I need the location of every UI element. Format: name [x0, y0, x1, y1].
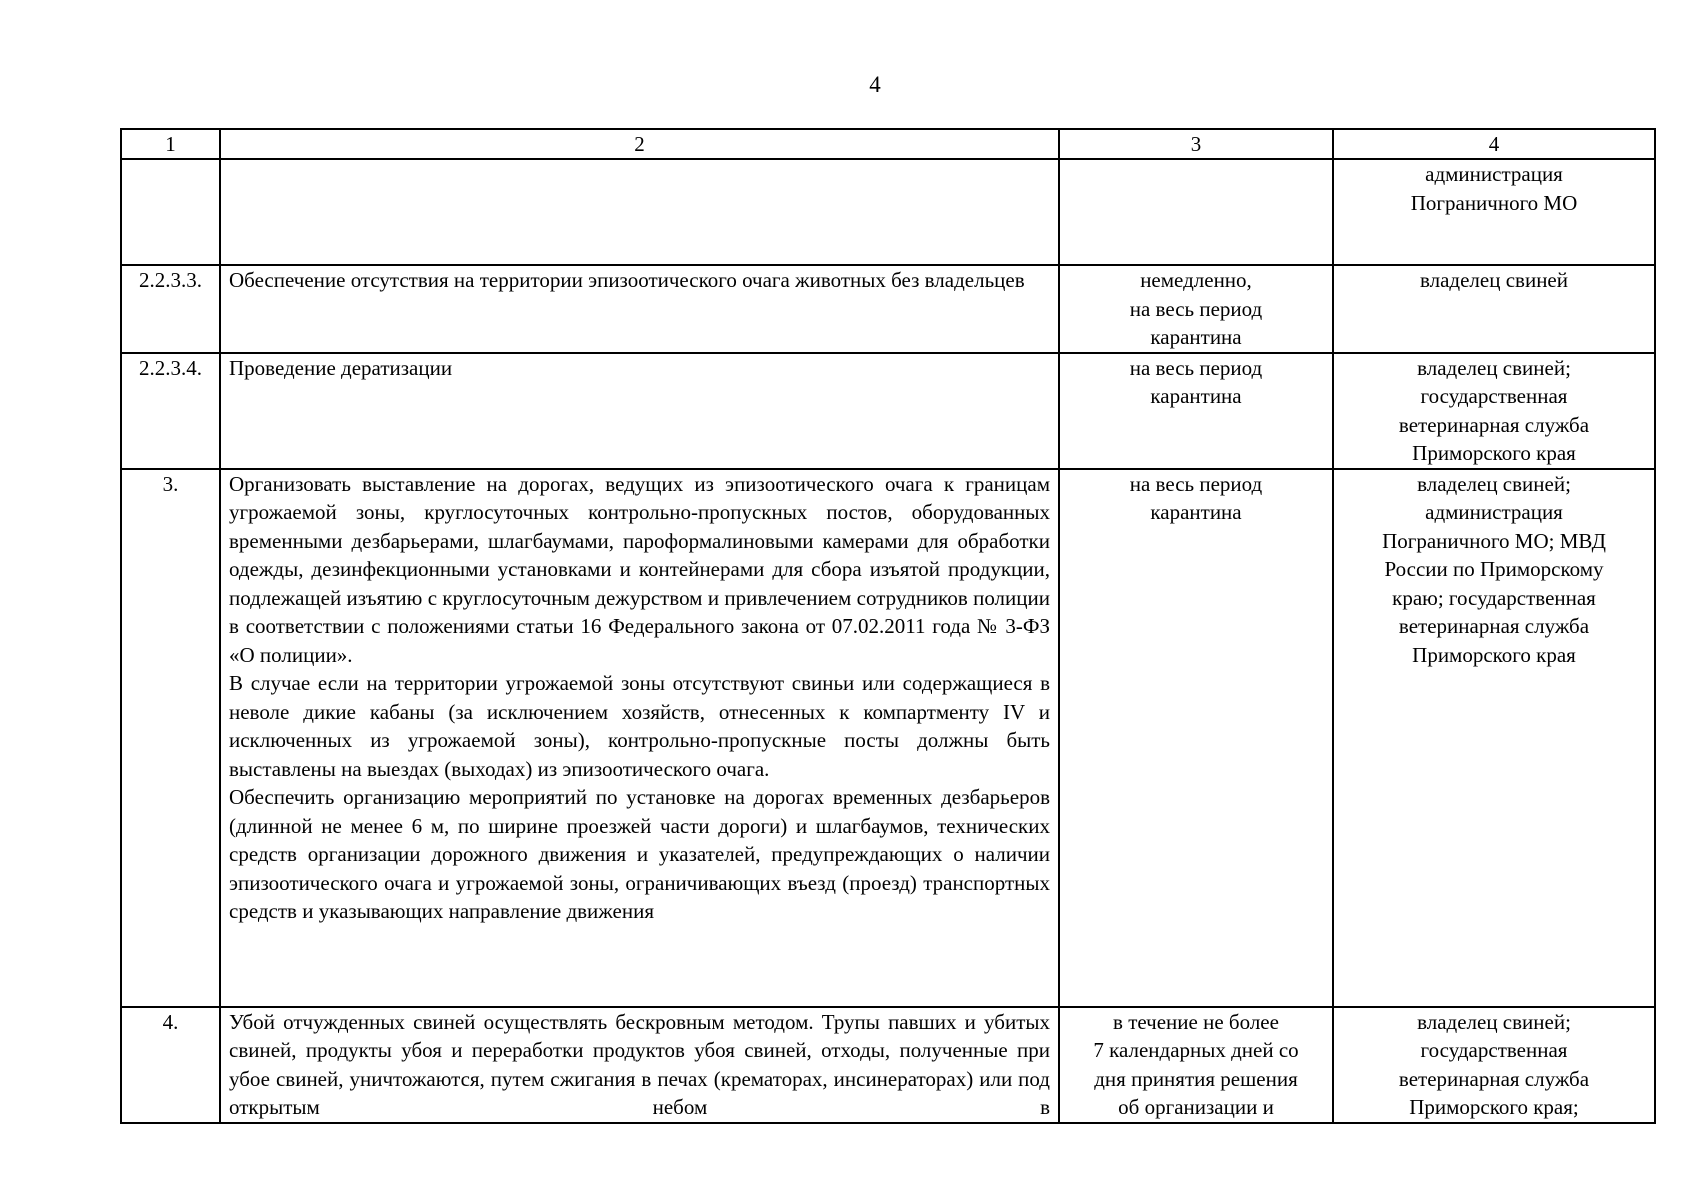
table-row: [121, 353, 1655, 469]
measures-table: [120, 128, 1656, 1124]
term-cell: [1059, 159, 1333, 265]
row-number: 2.2.3.4.: [121, 353, 220, 469]
measure-paragraph: Убой отчужденных свиней осуществлять бескровным методом. Трупы павших и убитых свиней, продукты убоя и переработки продуктов убоя свиней, отходы, полученные при убое свиней, уничтожаются, путем сжигания в печах (крематорах, инсинераторах) или под открытым небом в: [229, 1009, 1050, 1119]
column-number-1: 1: [121, 129, 220, 159]
measure-paragraph: Обеспечение отсутствия на территории эпизоотического очага животных без владельцев: [229, 268, 1025, 292]
measure-text: [220, 353, 1059, 469]
column-number-3: 3: [1059, 129, 1333, 159]
table-row: [121, 469, 1655, 1007]
table-header-row: [121, 129, 1655, 159]
measure-paragraph: Обеспечить организацию мероприятий по установке на дорогах временных дезбарьеров (длинной не менее 6 м, по ширине проезжей части дороги) и шлагбаумов, технических средств организации дорожного движения и указателей, предупреждающих о наличии эпизоотического очага и угрожаемой зоны, ограничивающих въезд (проезд) транспортных средств и указывающих направление движения: [229, 785, 1050, 923]
measure-text: [220, 265, 1059, 353]
column-number-2: 2: [220, 129, 1059, 159]
responsible-cell: владелец свиней; государственная ветеринарная служба Приморского края;: [1333, 1007, 1655, 1123]
term-cell: в течение не более 7 календарных дней со дня принятия решения об организации и: [1059, 1007, 1333, 1123]
responsible-cell: владелец свиней: [1333, 265, 1655, 353]
measure-paragraph: Проведение дератизации: [229, 355, 453, 380]
measure-paragraph: В случае если на территории угрожаемой зоны отсутствуют свиньи или содержащиеся в неволе дикие кабаны (за исключением хозяйств, отнесенных к компартменту IV и исключенных из угрожаемой зоны), контрольно-пропускные посты должны быть выставлены на выездах (выходах) из эпизоотического очага.: [229, 671, 1050, 781]
table-row: [121, 1007, 1655, 1123]
measure-text: [220, 159, 1059, 265]
page-number: 4: [869, 72, 881, 97]
measure-text: [220, 1007, 1059, 1123]
term-cell: немедленно, на весь период карантина: [1059, 265, 1333, 353]
row-number: 4.: [121, 1007, 220, 1123]
responsible-cell: владелец свиней; государственная ветеринарная служба Приморского края: [1333, 353, 1655, 469]
row-number: 2.2.3.3.: [121, 265, 220, 353]
term-cell: на весь период карантина: [1059, 353, 1333, 469]
responsible-cell: владелец свиней; администрация Пограничного МО; МВД России по Приморскому краю; государственная ветеринарная служба Приморского края: [1333, 469, 1655, 1007]
row-number: 3.: [121, 469, 220, 1007]
term-cell: на весь период карантина: [1059, 469, 1333, 1007]
column-number-4: 4: [1333, 129, 1655, 159]
row-number: [121, 159, 220, 265]
responsible-cell: администрация Пограничного МО: [1333, 159, 1655, 265]
table-row: [121, 159, 1655, 265]
table-row: [121, 265, 1655, 353]
measure-paragraph: Организовать выставление на дорогах, ведущих из эпизоотического очага к границам угрожаемой зоны, круглосуточных контрольно-пропускных постов, оборудованных временными дезбарьерами, шлагбаумами, пароформалиновыми камерами для обработки одежды, дезинфекционными установками и контейнерами для сбора изъятой продукции, подлежащей изъятию с круглосуточным дежурством и привлечением сотрудников полиции в соответствии с положениями статьи 16 Федерального закона от 07.02.2011 года № 3-ФЗ «О полиции».: [229, 471, 1050, 667]
measure-text: [220, 469, 1059, 1007]
